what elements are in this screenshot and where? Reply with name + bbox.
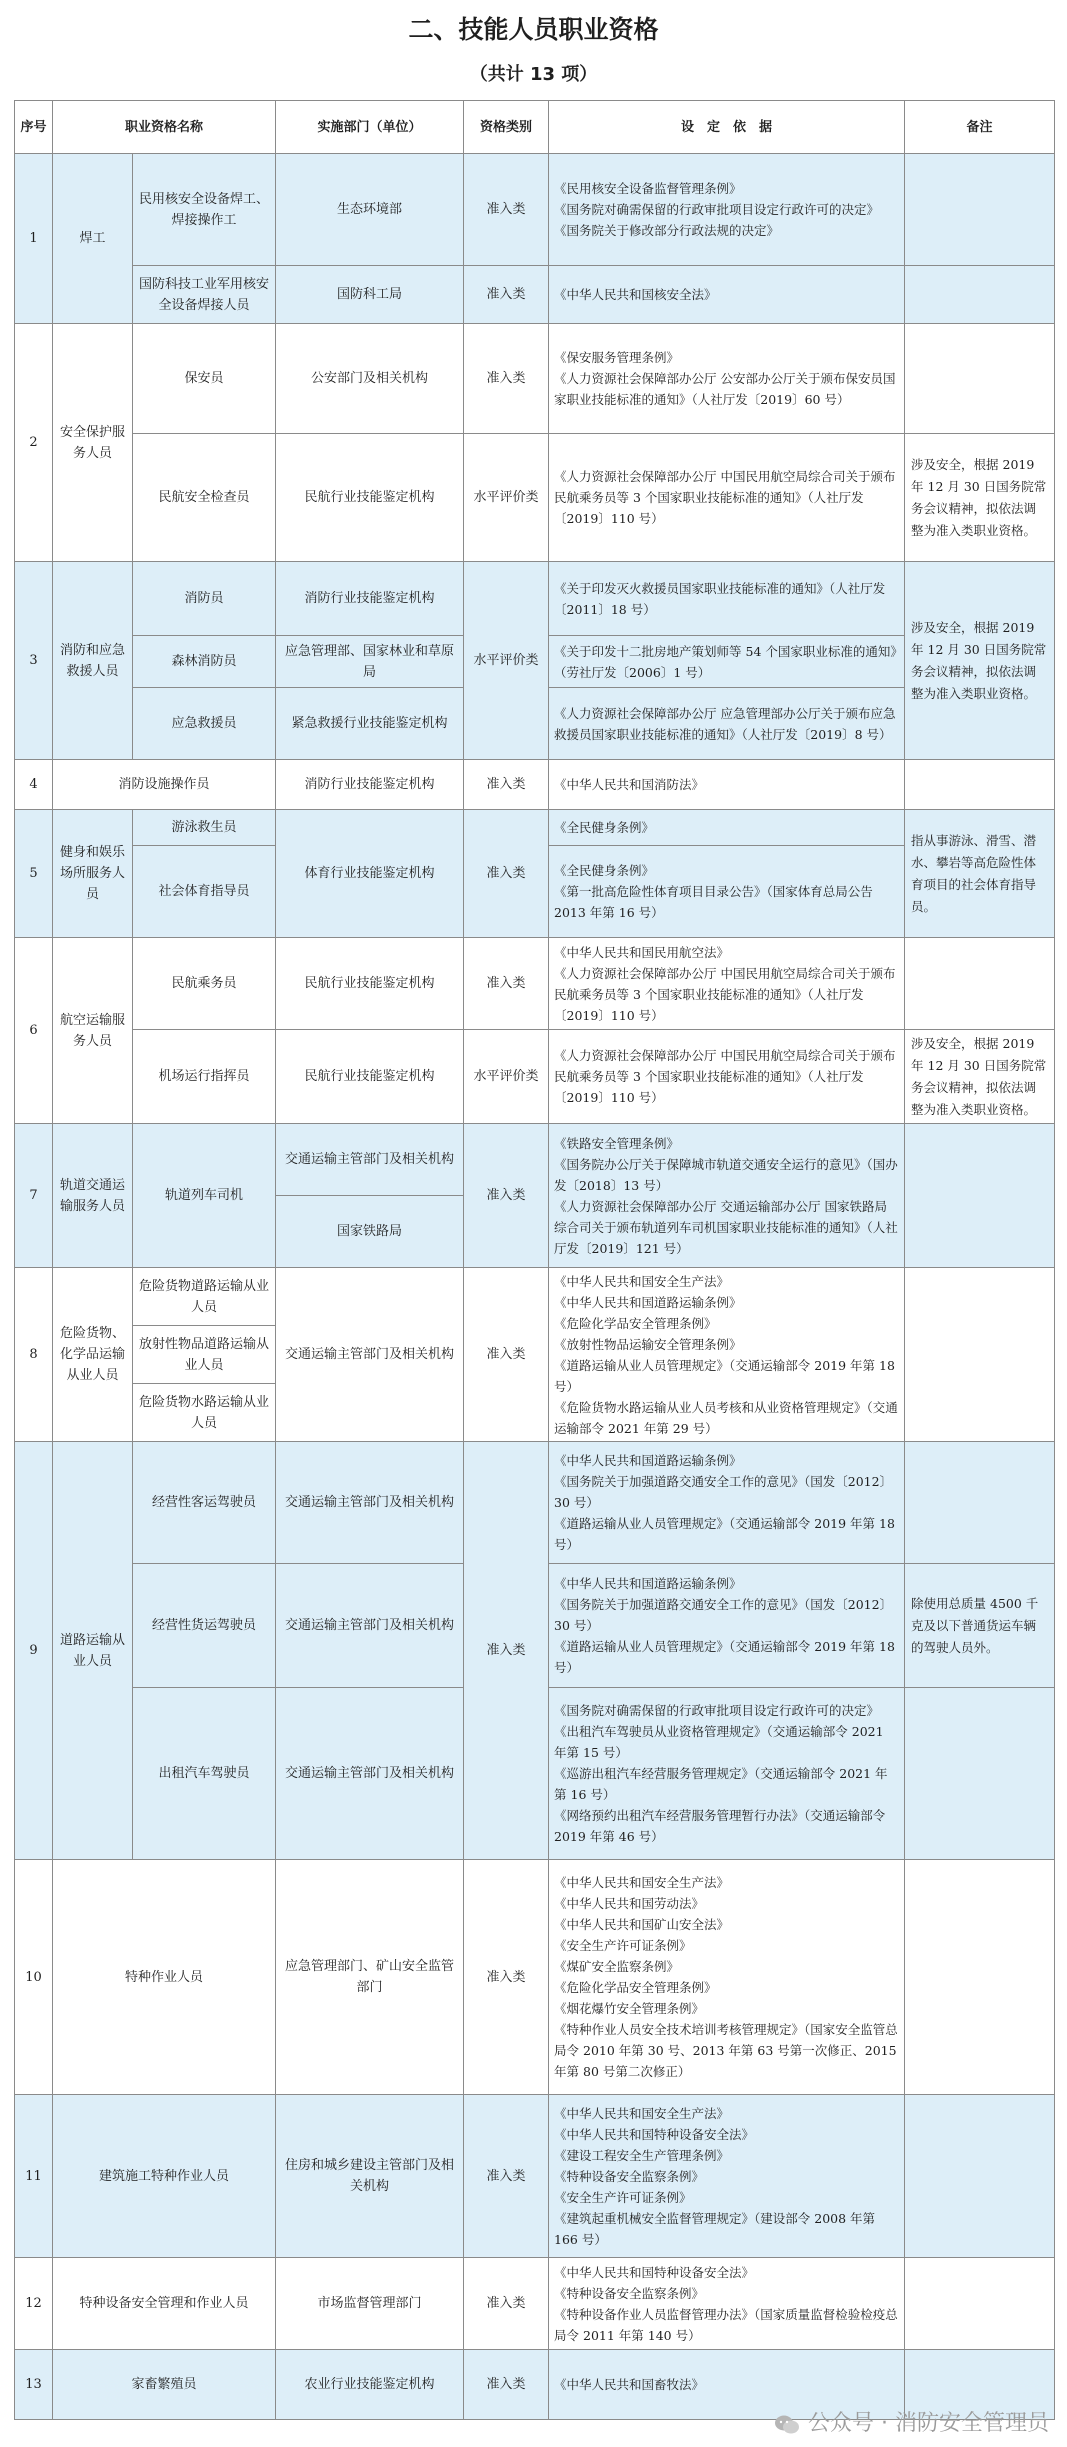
row-dept: 民航行业技能鉴定机构 — [276, 434, 464, 562]
row-dept: 交通运输主管部门及相关机构 — [276, 1688, 464, 1860]
table-row — [15, 2095, 1055, 2258]
row-dept: 生态环境部 — [276, 154, 464, 266]
row-basis: 《中华人民共和国畜牧法》 — [549, 2350, 905, 2420]
row-dept: 交通运输主管部门及相关机构 — [276, 1124, 464, 1196]
row-dept: 住房和城乡建设主管部门及相关机构 — [276, 2095, 464, 2258]
header-dept: 实施部门（单位） — [276, 101, 464, 154]
row-basis: 《人力资源社会保障部办公厅 应急管理部办公厅关于颁布应急救援员国家职业技能标准的通知》（人社厅发〔2019〕8 号） — [549, 688, 905, 760]
row-type: 水平评价类 — [464, 1030, 549, 1124]
row-basis: 《铁路安全管理条例》 《国务院办公厅关于保障城市轨道交通安全运行的意见》（国办发〔2018〕13 号） 《人力资源社会保障部办公厅 交通运输部办公厅 国家铁路局综合司关于颁布轨道列车司机国家职业技能标准的通知》（人社厅发〔2019〕121 号） — [549, 1124, 905, 1268]
header-type: 资格类别 — [464, 101, 549, 154]
row-note: 涉及安全，根据 2019 年 12 月 30 日国务院常务会议精神，拟依法调整为准入类职业资格。 — [905, 562, 1055, 760]
row-number: 4 — [15, 760, 53, 810]
row-basis: 《中华人民共和国核安全法》 — [549, 266, 905, 324]
row-dept: 公安部门及相关机构 — [276, 324, 464, 434]
table-row — [15, 154, 1055, 266]
row-name: 民用核安全设备焊工、焊接操作工 — [133, 154, 276, 266]
row-name: 轨道列车司机 — [133, 1124, 276, 1268]
row-basis: 《中华人民共和国消防法》 — [549, 760, 905, 810]
row-number: 3 — [15, 562, 53, 760]
row-dept: 国防科工局 — [276, 266, 464, 324]
wechat-icon — [774, 2413, 800, 2435]
row-category: 航空运输服务人员 — [53, 938, 133, 1124]
header-basis: 设 定 依 据 — [549, 101, 905, 154]
page-title: 二、技能人员职业资格 — [408, 15, 659, 44]
row-basis: 《中华人民共和国安全生产法》 《中华人民共和国劳动法》 《中华人民共和国矿山安全法》 《安全生产许可证条例》 《煤矿安全监察条例》 《危险化学品安全管理条例》 《烟花爆竹安全管理条例》 《特种作业人员安全技术培训考核管理规定》（国家安全监管总局令 2010 年第 30 号、2013 年第 63 号第一次修正、2015 年第 80 号第二次修正） — [549, 1860, 905, 2095]
row-type: 准入类 — [464, 2258, 549, 2350]
row-type: 准入类 — [464, 1124, 549, 1268]
row-type: 准入类 — [464, 266, 549, 324]
row-name: 森林消防员 — [133, 636, 276, 688]
row-category: 焊工 — [53, 154, 133, 324]
row-type: 准入类 — [464, 154, 549, 266]
row-type: 准入类 — [464, 1442, 549, 1860]
table-row — [15, 1442, 1055, 1564]
row-name: 民航安全检查员 — [133, 434, 276, 562]
table-row — [15, 1860, 1055, 2095]
table-row — [15, 434, 1055, 562]
table-row — [15, 1030, 1055, 1124]
row-note: 涉及安全，根据 2019 年 12 月 30 日国务院常务会议精神，拟依法调整为准入类职业资格。 — [905, 1030, 1055, 1124]
table-row — [15, 324, 1055, 434]
table-row — [15, 938, 1055, 1030]
row-name: 民航乘务员 — [133, 938, 276, 1030]
row-basis: 《保安服务管理条例》 《人力资源社会保障部办公厅 公安部办公厅关于颁布保安员国家职业技能标准的通知》（人社厅发〔2019〕60 号） — [549, 324, 905, 434]
row-note: 涉及安全，根据 2019 年 12 月 30 日国务院常务会议精神，拟依法调整为准入类职业资格。 — [905, 434, 1055, 562]
row-name: 消防员 — [133, 562, 276, 636]
table-row — [15, 760, 1055, 810]
row-dept: 应急管理部、国家林业和草原局 — [276, 636, 464, 688]
page-subtitle: （共计 13 项） — [469, 64, 598, 85]
row-dept: 交通运输主管部门及相关机构 — [276, 1564, 464, 1688]
row-type: 水平评价类 — [464, 434, 549, 562]
row-category: 安全保护服务人员 — [53, 324, 133, 562]
row-type: 准入类 — [464, 938, 549, 1030]
row-name: 机场运行指挥员 — [133, 1030, 276, 1124]
row-category: 消防和应急救援人员 — [53, 562, 133, 760]
table-row — [15, 1268, 1055, 1326]
row-name: 危险货物水路运输从业人员 — [133, 1384, 276, 1442]
row-dept: 消防行业技能鉴定机构 — [276, 760, 464, 810]
row-number: 13 — [15, 2350, 53, 2420]
table-row — [15, 562, 1055, 636]
row-name: 游泳救生员 — [133, 810, 276, 846]
row-number: 12 — [15, 2258, 53, 2350]
table-header-row — [15, 101, 1055, 154]
row-dept: 应急管理部门、矿山安全监管部门 — [276, 1860, 464, 2095]
row-basis: 《国务院对确需保留的行政审批项目设定行政许可的决定》 《出租汽车驾驶员从业资格管理规定》（交通运输部令 2021 年第 15 号） 《巡游出租汽车经营服务管理规定》（交通运输部令 2021 年第 16 号） 《网络预约出租汽车经营服务管理暂行办法》（交通运输部令 2019 年第 46 号） — [549, 1688, 905, 1860]
row-number: 10 — [15, 1860, 53, 2095]
row-basis: 《人力资源社会保障部办公厅 中国民用航空局综合司关于颁布民航乘务员等 3 个国家职业技能标准的通知》（人社厅发〔2019〕110 号） — [549, 434, 905, 562]
row-note — [905, 760, 1055, 810]
header-note: 备注 — [905, 101, 1055, 154]
row-number: 6 — [15, 938, 53, 1124]
row-number: 7 — [15, 1124, 53, 1268]
row-name: 经营性客运驾驶员 — [133, 1442, 276, 1564]
row-basis: 《中华人民共和国特种设备安全法》 《特种设备安全监察条例》 《特种设备作业人员监督管理办法》（国家质量监督检验检疫总局令 2011 年第 140 号） — [549, 2258, 905, 2350]
row-note — [905, 1268, 1055, 1442]
row-number: 5 — [15, 810, 53, 938]
row-name: 放射性物品道路运输从业人员 — [133, 1326, 276, 1384]
row-number: 2 — [15, 324, 53, 562]
row-name: 特种作业人员 — [53, 1860, 276, 2095]
row-type: 准入类 — [464, 2350, 549, 2420]
row-name: 保安员 — [133, 324, 276, 434]
row-name: 经营性货运驾驶员 — [133, 1564, 276, 1688]
table-row — [15, 1124, 1055, 1196]
row-name: 家畜繁殖员 — [53, 2350, 276, 2420]
row-dept: 农业行业技能鉴定机构 — [276, 2350, 464, 2420]
row-type: 准入类 — [464, 1860, 549, 2095]
row-note — [905, 2258, 1055, 2350]
row-category: 道路运输从业人员 — [53, 1442, 133, 1860]
row-number: 8 — [15, 1268, 53, 1442]
row-category: 危险货物、化学品运输从业人员 — [53, 1268, 133, 1442]
row-basis: 《民用核安全设备监督管理条例》 《国务院对确需保留的行政审批项目设定行政许可的决定》 《国务院关于修改部分行政法规的决定》 — [549, 154, 905, 266]
row-type: 水平评价类 — [464, 562, 549, 760]
row-note — [905, 324, 1055, 434]
row-category: 健身和娱乐场所服务人员 — [53, 810, 133, 938]
row-name: 特种设备安全管理和作业人员 — [53, 2258, 276, 2350]
row-note: 指从事游泳、滑雪、潜水、攀岩等高危险性体育项目的社会体育指导员。 — [905, 810, 1055, 938]
row-dept: 紧急救援行业技能鉴定机构 — [276, 688, 464, 760]
row-dept: 市场监督管理部门 — [276, 2258, 464, 2350]
row-dept: 民航行业技能鉴定机构 — [276, 938, 464, 1030]
row-type: 准入类 — [464, 324, 549, 434]
table-row — [15, 810, 1055, 846]
row-basis: 《人力资源社会保障部办公厅 中国民用航空局综合司关于颁布民航乘务员等 3 个国家职业技能标准的通知》（人社厅发〔2019〕110 号） — [549, 1030, 905, 1124]
row-dept: 民航行业技能鉴定机构 — [276, 1030, 464, 1124]
header-no: 序号 — [15, 101, 53, 154]
row-basis: 《中华人民共和国道路运输条例》 《国务院关于加强道路交通安全工作的意见》（国发〔2012〕30 号） 《道路运输从业人员管理规定》（交通运输部令 2019 年第 18 号） — [549, 1442, 905, 1564]
row-name: 危险货物道路运输从业人员 — [133, 1268, 276, 1326]
row-number: 1 — [15, 154, 53, 324]
row-type: 准入类 — [464, 1268, 549, 1442]
row-note — [905, 1688, 1055, 1860]
row-note — [905, 154, 1055, 266]
row-basis: 《关于印发灭火救援员国家职业技能标准的通知》（人社厅发〔2011〕18 号） — [549, 562, 905, 636]
row-name: 国防科技工业军用核安全设备焊接人员 — [133, 266, 276, 324]
qualification-table — [14, 100, 1055, 2420]
row-basis: 《中华人民共和国民用航空法》 《人力资源社会保障部办公厅 中国民用航空局综合司关于颁布民航乘务员等 3 个国家职业技能标准的通知》（人社厅发〔2019〕110 号） — [549, 938, 905, 1030]
row-basis: 《关于印发十二批房地产策划师等 54 个国家职业标准的通知》（劳社厅发〔2006〕1 号） — [549, 636, 905, 688]
row-type: 准入类 — [464, 760, 549, 810]
row-type: 准入类 — [464, 2095, 549, 2258]
row-number: 9 — [15, 1442, 53, 1860]
row-name: 出租汽车驾驶员 — [133, 1688, 276, 1860]
table-row — [15, 2258, 1055, 2350]
row-number: 11 — [15, 2095, 53, 2258]
header-name: 职业资格名称 — [53, 101, 276, 154]
row-basis: 《全民健身条例》 《第一批高危险性体育项目目录公告》（国家体育总局公告 2013 年第 16 号） — [549, 846, 905, 938]
row-name: 建筑施工特种作业人员 — [53, 2095, 276, 2258]
row-category: 轨道交通运输服务人员 — [53, 1124, 133, 1268]
row-note — [905, 938, 1055, 1030]
row-basis: 《全民健身条例》 — [549, 810, 905, 846]
row-dept: 国家铁路局 — [276, 1196, 464, 1268]
row-name: 社会体育指导员 — [133, 846, 276, 938]
row-type: 准入类 — [464, 810, 549, 938]
row-note — [905, 1442, 1055, 1564]
row-note — [905, 1860, 1055, 2095]
row-dept: 消防行业技能鉴定机构 — [276, 562, 464, 636]
row-name: 消防设施操作员 — [53, 760, 276, 810]
row-note — [905, 1124, 1055, 1268]
row-name: 应急救援员 — [133, 688, 276, 760]
wechat-watermark — [774, 2407, 1049, 2441]
table-row — [15, 266, 1055, 324]
row-basis: 《中华人民共和国安全生产法》 《中华人民共和国特种设备安全法》 《建设工程安全生产管理条例》 《特种设备安全监察条例》 《安全生产许可证条例》 《建筑起重机械安全监督管理规定》（建设部令 2008 年第 166 号） — [549, 2095, 905, 2258]
row-basis: 《中华人民共和国安全生产法》 《中华人民共和国道路运输条例》 《危险化学品安全管理条例》 《放射性物品运输安全管理条例》 《道路运输从业人员管理规定》（交通运输部令 2019 年第 18 号） 《危险货物水路运输从业人员考核和从业资格管理规定》（交通运输部令 2021 年第 29 号） — [549, 1268, 905, 1442]
row-basis: 《中华人民共和国道路运输条例》 《国务院关于加强道路交通安全工作的意见》（国发〔2012〕30 号） 《道路运输从业人员管理规定》（交通运输部令 2019 年第 18 号） — [549, 1564, 905, 1688]
row-note — [905, 266, 1055, 324]
row-note: 除使用总质量 4500 千克及以下普通货运车辆的驾驶人员外。 — [905, 1564, 1055, 1688]
row-dept: 体育行业技能鉴定机构 — [276, 810, 464, 938]
row-dept: 交通运输主管部门及相关机构 — [276, 1442, 464, 1564]
row-note — [905, 2095, 1055, 2258]
watermark-text: 公众号 · 消防安全管理员 — [808, 2411, 1049, 2436]
row-dept: 交通运输主管部门及相关机构 — [276, 1268, 464, 1442]
